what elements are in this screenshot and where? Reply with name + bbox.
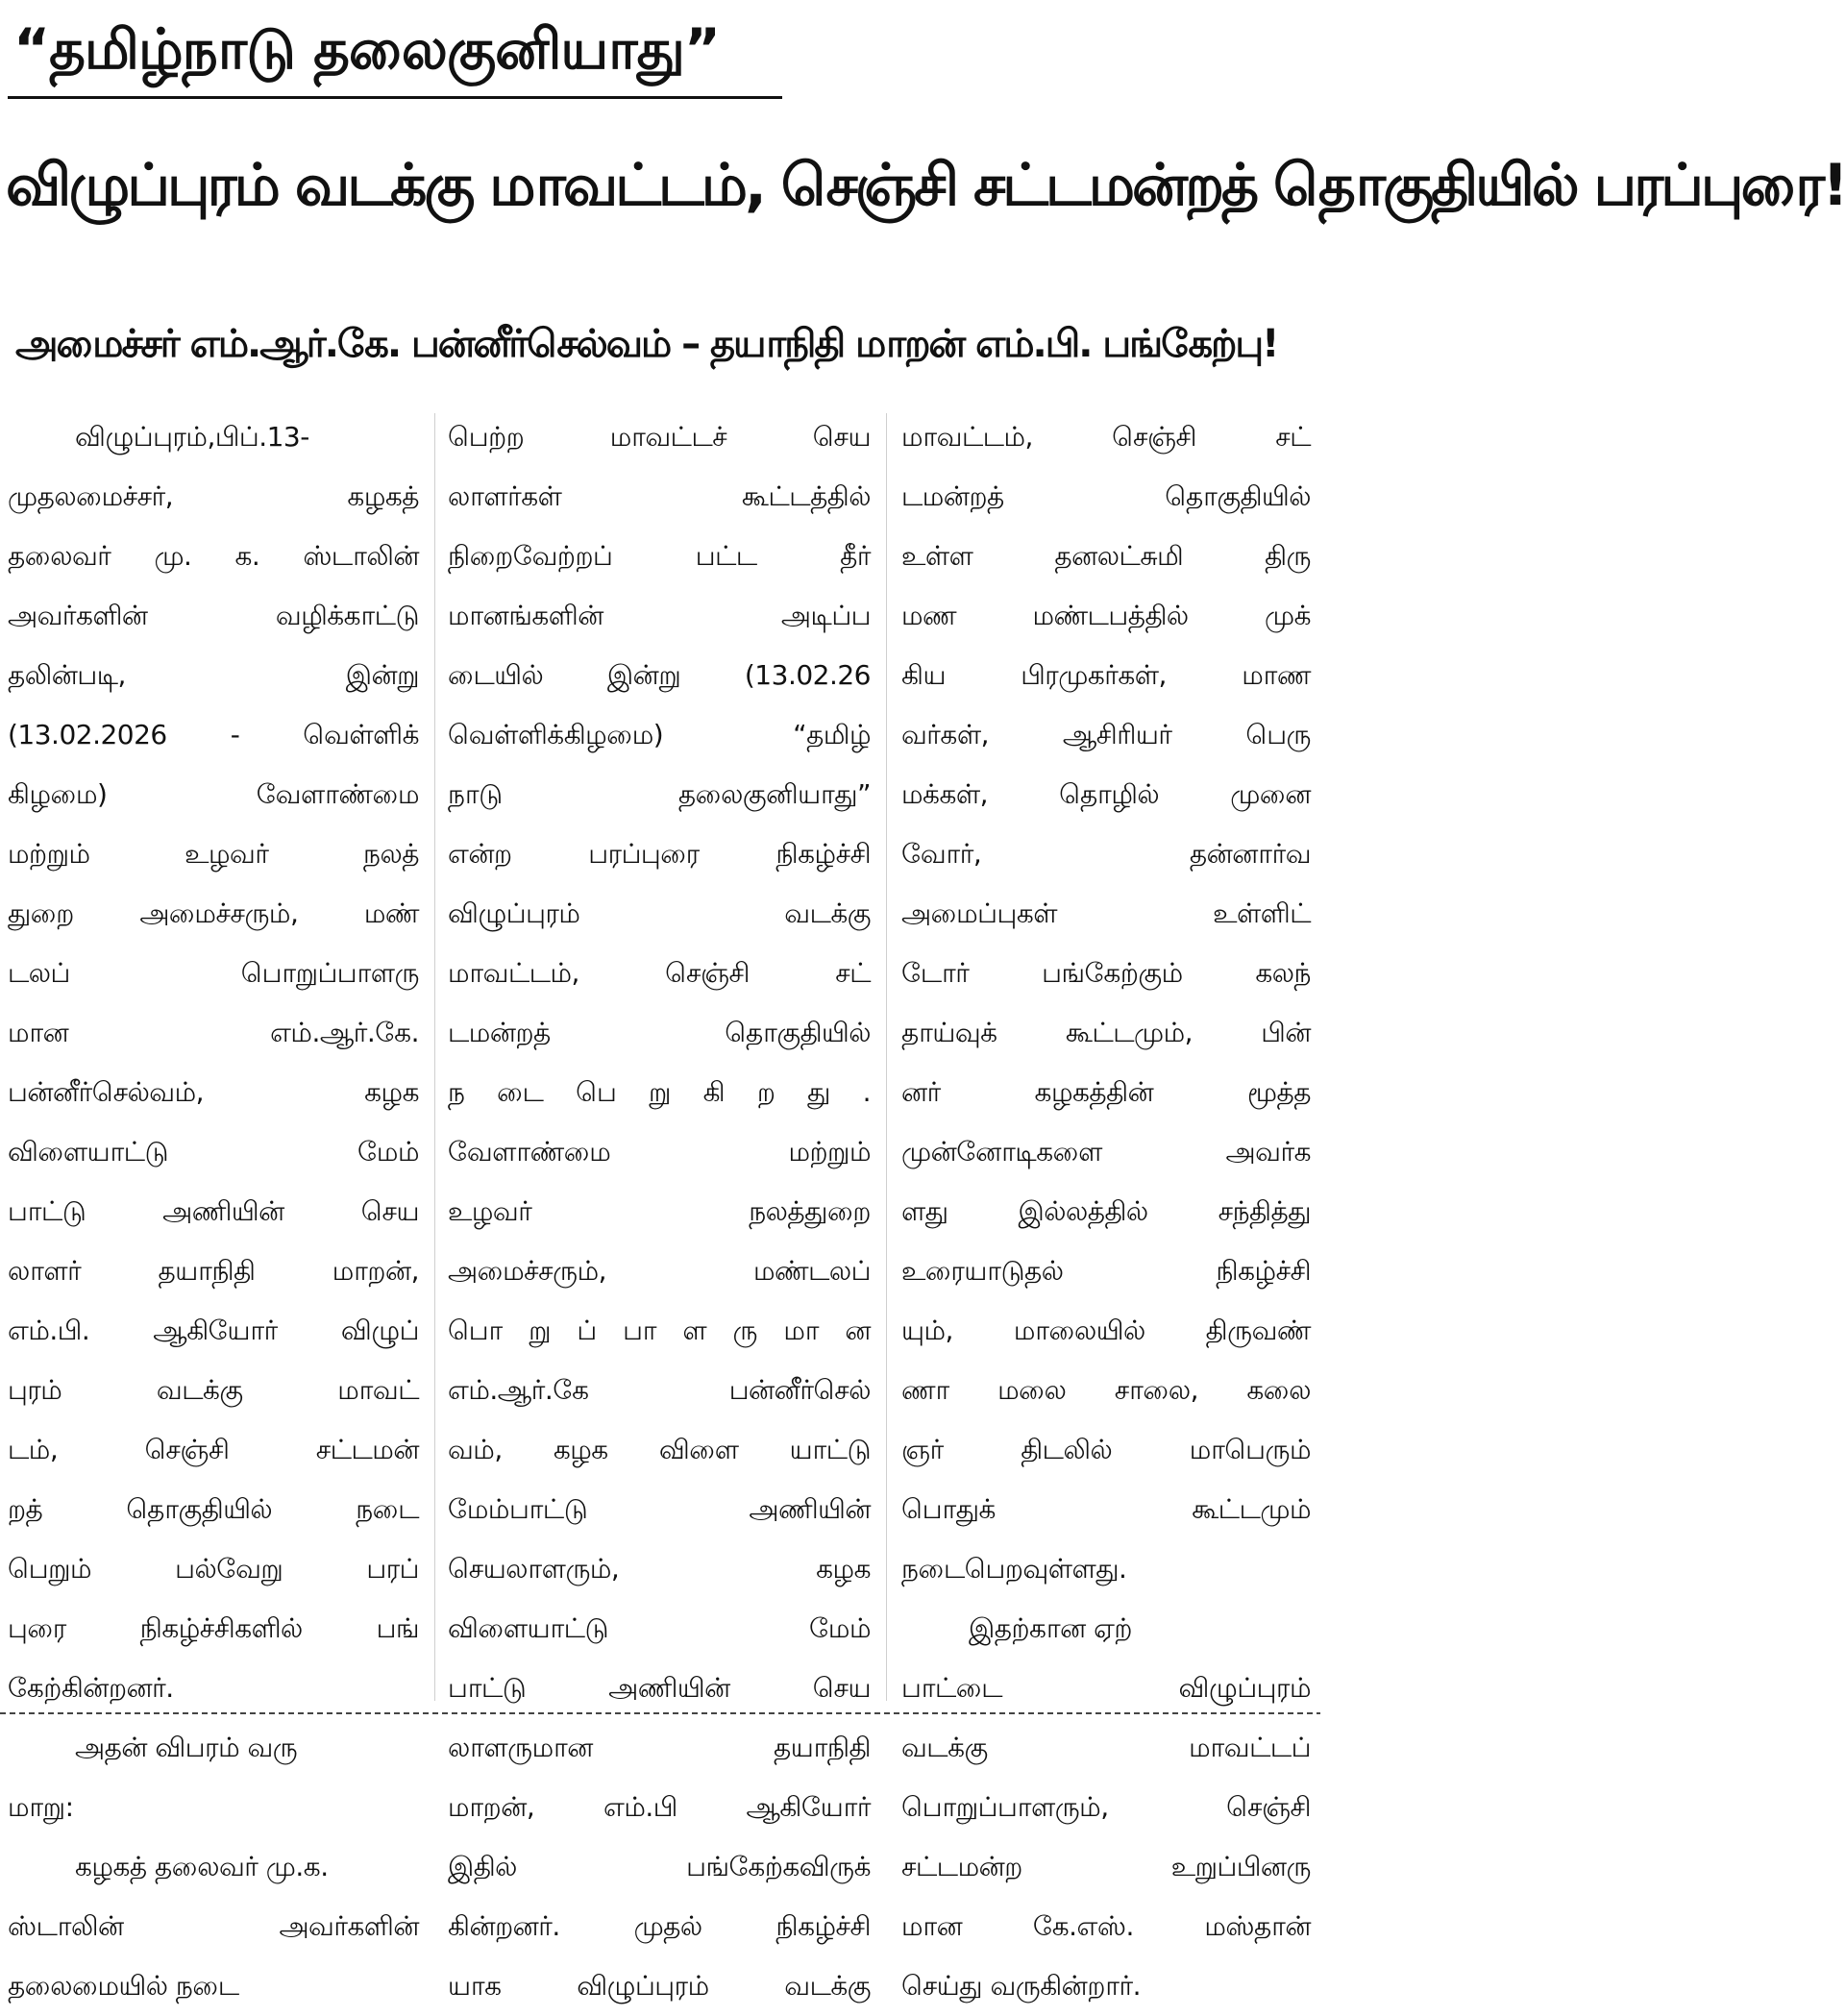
article-text-line: பொறுப்பாளரும், செஞ்சி (901, 1791, 1311, 1823)
article-text-line: மக்கள், தொழில் முனை (901, 778, 1311, 810)
article-text-line: தாய்வுக் கூட்டமும், பின் (901, 1017, 1311, 1048)
article-text-line: யாக விழுப்புரம் வடக்கு (448, 1970, 871, 2002)
article-text-line: விளையாட்டு மேம் (8, 1136, 419, 1168)
article-text-line: மாவட்டம், செஞ்சி சட் (901, 421, 1311, 453)
article-text-line: நாடு தலைகுனியாது” (448, 778, 871, 810)
article-text-line: என்ற பரப்புரை நிகழ்ச்சி (448, 838, 871, 870)
article-text-line: விழுப்புரம் வடக்கு (448, 897, 871, 929)
article-text-line: ஞர் திடலில் மாபெரும் (901, 1434, 1311, 1465)
article-text-line: பொ று ப் பா ள ரு மா ன (448, 1315, 871, 1346)
article-text-line: (13.02.2026 - வெள்ளிக் (8, 719, 419, 750)
article-text-line: பாட்டு அணியின் செய (448, 1672, 871, 1704)
article-text-line: புரை நிகழ்ச்சிகளில் பங் (8, 1612, 419, 1644)
article-text-line: லாளருமான தயாநிதி (448, 1732, 871, 1763)
article-text-line: வடக்கு மாவட்டப் (901, 1732, 1311, 1763)
article-text-line: சட்டமன்ற உறுப்பினரு (901, 1851, 1311, 1882)
article-text-line: டம், செஞ்சி சட்டமன் (8, 1434, 419, 1465)
article-text-line: புரம் வடக்கு மாவட் (8, 1374, 419, 1406)
article-text-line: ணா மலை சாலை, கலை (901, 1374, 1311, 1406)
subheadline: அமைச்சர் எம்.ஆர்.கே. பன்னீர்செல்வம் – தயாநிதி மாறன் எம்.பி. பங்கேற்பு! (15, 322, 1278, 366)
article-text-line: அதன் விபரம் வரு (75, 1732, 298, 1763)
headline: விழுப்புரம் வடக்கு மாவட்டம், செஞ்சி சட்டமன்றத் தொகுதியில் பரப்புரை! (6, 152, 1846, 219)
article-text-line: மானங்களின் அடிப்ப (448, 600, 871, 631)
article-text-line: கிழமை) வேளாண்மை (8, 778, 419, 810)
article-text-line: மான கே.எஸ். மஸ்தான் (901, 1910, 1311, 1942)
article-text-line: கேற்கின்றனர். (8, 1672, 174, 1704)
article-text-line: இதற்கான ஏற் (969, 1612, 1132, 1644)
article-text-line: அமைச்சரும், மண்டலப் (448, 1255, 871, 1287)
article-text-line: முதலமைச்சர், கழகத் (8, 480, 419, 512)
article-text-line: வேளாண்மை மற்றும் (448, 1136, 871, 1168)
kicker-underline (8, 96, 782, 99)
article-text-line: கின்றனர். முதல் நிகழ்ச்சி (448, 1910, 871, 1942)
bottom-border (0, 1712, 1320, 1714)
article-text-line: ளது இல்லத்தில் சந்தித்து (901, 1195, 1311, 1227)
article-text-line: செயலாளரும், கழக (448, 1553, 871, 1585)
article-text-line: பன்னீர்செல்வம், கழக (8, 1076, 419, 1108)
article-text-line: மாவட்டம், செஞ்சி சட் (448, 957, 871, 989)
article-column-2 (448, 407, 871, 2002)
article-text-line: மாறு: (8, 1791, 74, 1823)
article-text-line: தலைமையில் நடை (8, 1970, 239, 2002)
article-text-line: நிறைவேற்றப் பட்ட தீர் (448, 540, 871, 572)
article-text-line: உழவர் நலத்துறை (448, 1195, 871, 1227)
article-text-line: பொதுக் கூட்டமும் (901, 1493, 1311, 1525)
article-text-line: பெறும் பல்வேறு பரப் (8, 1553, 419, 1585)
article-text-line: டையில் இன்று (13.02.26 (448, 659, 871, 691)
article-text-line: டமன்றத் தொகுதியில் (448, 1017, 871, 1048)
article-text-line: மண மண்டபத்தில் முக் (901, 600, 1311, 631)
article-text-line: பெற்ற மாவட்டச் செய (448, 421, 871, 453)
article-text-line: யும், மாலையில் திருவண் (901, 1315, 1311, 1346)
article-column-3 (901, 407, 1311, 2002)
article-text-line: எம்.பி. ஆகியோர் விழுப் (8, 1315, 419, 1346)
article-text-line: வம், கழக விளை யாட்டு (448, 1434, 871, 1465)
article-text-line: அமைப்புகள் உள்ளிட் (901, 897, 1311, 929)
article-text-line: மான எம்.ஆர்.கே. (8, 1017, 419, 1048)
article-text-line: பாட்டை விழுப்புரம் (901, 1672, 1311, 1704)
article-text-line: தலைவர் மு. க. ஸ்டாலின் (8, 540, 419, 572)
article-text-line: உரையாடுதல் நிகழ்ச்சி (901, 1255, 1311, 1287)
article-text-line: டமன்றத் தொகுதியில் (901, 480, 1311, 512)
column-divider (434, 413, 435, 1701)
article-text-line: விளையாட்டு மேம் (448, 1612, 871, 1644)
column-divider (886, 413, 887, 1701)
article-text-line: தலின்படி, இன்று (8, 659, 419, 691)
article-text-line: லாளர் தயாநிதி மாறன், (8, 1255, 419, 1287)
article-text-line: விழுப்புரம்,பிப்.13- (75, 421, 309, 453)
article-text-line: வெள்ளிக்கிழமை) “தமிழ் (448, 719, 871, 750)
article-text-line: பாட்டு அணியின் செய (8, 1195, 419, 1227)
article-text-line: உள்ள தனலட்சுமி திரு (901, 540, 1311, 572)
article-text-line: எம்.ஆர்.கே பன்னீர்செல் (448, 1374, 871, 1406)
article-text-line: மற்றும் உழவர் நலத் (8, 838, 419, 870)
article-text-line: ந டை பெ று கி ற து . (448, 1076, 871, 1108)
article-text-line: மாறன், எம்.பி ஆகியோர் (448, 1791, 871, 1823)
article-text-line: லாளர்கள் கூட்டத்தில் (448, 480, 871, 512)
article-text-line: துறை அமைச்சரும், மண் (8, 897, 419, 929)
article-text-line: கழகத் தலைவர் மு.க. (75, 1851, 329, 1882)
article-text-line: றத் தொகுதியில் நடை (8, 1493, 419, 1525)
article-text-line: செய்து வருகின்றார். (901, 1970, 1142, 2002)
article-text-line: நடைபெறவுள்ளது. (901, 1553, 1127, 1585)
article-column-1 (8, 407, 419, 2002)
article-text-line: முன்னோடிகளை அவர்க (901, 1136, 1311, 1168)
article-text-line: வர்கள், ஆசிரியர் பெரு (901, 719, 1311, 750)
kicker-title: “தமிழ்நாடு தலைகுனியாது” (13, 16, 720, 82)
article-text-line: அவர்களின் வழிக்காட்டு (8, 600, 419, 631)
article-text-line: கிய பிரமுகர்கள், மாண (901, 659, 1311, 691)
article-text-line: இதில் பங்கேற்கவிருக் (448, 1851, 871, 1882)
article-text-line: ஸ்டாலின் அவர்களின் (8, 1910, 419, 1942)
article-text-line: டோர் பங்கேற்கும் கலந் (901, 957, 1311, 989)
article-text-line: னர் கழகத்தின் மூத்த (901, 1076, 1311, 1108)
article-text-line: மேம்பாட்டு அணியின் (448, 1493, 871, 1525)
article-text-line: டலப் பொறுப்பாளரு (8, 957, 419, 989)
article-text-line: வோர், தன்னார்வ (901, 838, 1311, 870)
